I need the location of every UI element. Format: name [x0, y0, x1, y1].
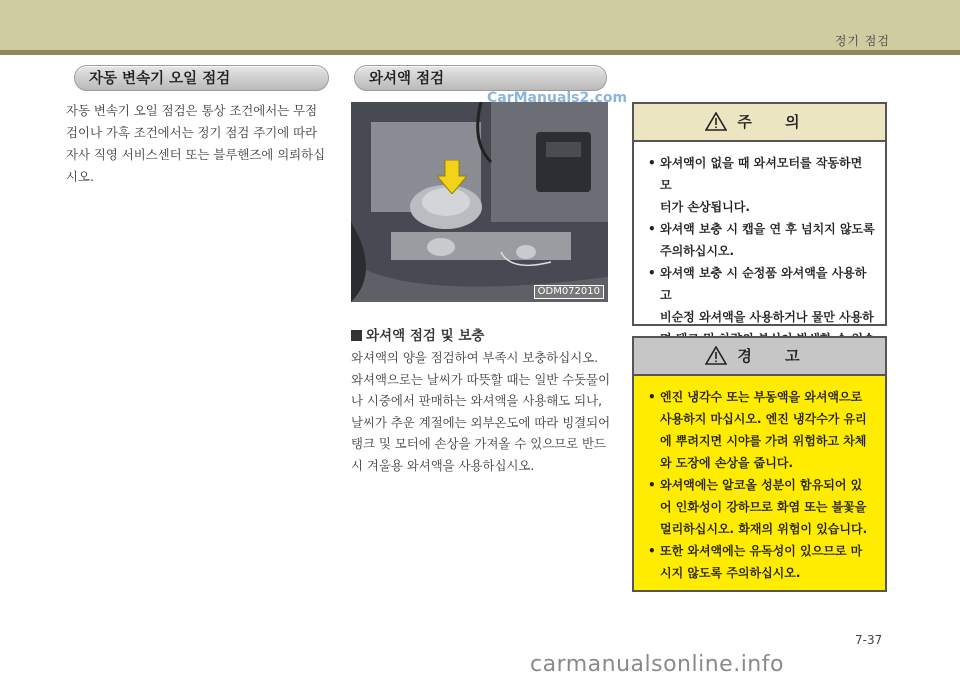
subsection-title-text: 와셔액 점검 및 보충 — [366, 328, 485, 344]
text-line: 와셔액의 양을 점검하여 부족시 보충하십시오. — [351, 350, 599, 365]
warning-title: 경 고 — [737, 347, 814, 365]
watermark: CarManuals2.com — [487, 90, 628, 106]
transmission-oil-text — [66, 100, 336, 188]
item-line: • 와셔액 보충 시 캡을 연 후 넘치지 않도록 — [660, 222, 875, 236]
list-item — [648, 540, 877, 584]
washer-fluid-text — [351, 347, 613, 476]
item-line: 비순정 와셔액을 사용하거나 물만 사용하 — [660, 310, 874, 324]
text-line: 와셔액으로는 날씨가 따뜻할 때는 일반 수돗물이 — [351, 371, 611, 387]
warning-header — [634, 338, 885, 376]
list-item — [648, 474, 877, 540]
list-item — [648, 386, 877, 474]
text-line: 자사 직영 서비스센터 또는 블루핸즈에 의뢰하십 — [66, 147, 326, 162]
item-line: 시지 않도록 주의하십시오. — [660, 566, 801, 580]
text-line: 시 겨울용 와셔액을 사용하십시오. — [351, 457, 535, 473]
subsection-title — [351, 324, 484, 344]
text-line: 나 시중에서 판매하는 와셔액을 사용해도 되나, — [351, 393, 603, 408]
list-item — [648, 218, 877, 262]
warning-box — [632, 336, 887, 592]
item-line: • 와셔액 보충 시 순정품 와셔액을 사용하고 — [660, 266, 867, 302]
item-line: 사용하지 마십시오. 엔진 냉각수가 유리 — [660, 412, 867, 426]
section-title-washer-fluid: 와셔액 점검 — [354, 65, 607, 91]
engine-bay-illustration — [351, 102, 608, 302]
caution-box — [632, 102, 887, 326]
item-line: • 엔진 냉각수 또는 부동액을 와셔액으로 — [660, 390, 863, 404]
text-line: 날씨가 추운 계절에는 외부온도에 따라 빙결되어 — [351, 414, 611, 430]
item-line: 주의하십시오. — [660, 244, 735, 258]
footer-url[interactable]: carmanualsonline.info — [530, 652, 784, 677]
item-line: 와 도장에 손상을 줍니다. — [660, 456, 794, 470]
header-band — [0, 0, 960, 50]
arrow-down-icon — [437, 160, 467, 194]
engine-bay-photo — [351, 102, 608, 302]
warning-list — [634, 376, 885, 584]
item-line: • 또한 와셔액에는 유독성이 있으므로 마 — [660, 544, 863, 558]
warning-triangle-icon — [705, 346, 727, 365]
text-line: 탱크 및 모터에 손상을 가져올 수 있으므로 반드 — [351, 436, 606, 451]
caution-header — [634, 104, 885, 142]
item-line: 멀리하십시오. 화재의 위험이 있습니다. — [660, 522, 868, 536]
item-line: 에 뿌려지면 시야를 가려 위험하고 차체 — [660, 434, 867, 448]
chapter-title: 정기 점검 — [834, 34, 890, 48]
item-line: • 와셔액이 없을 때 와셔모터를 작동하면 모 — [660, 156, 863, 192]
photo-code: ODM072010 — [534, 285, 604, 299]
caution-title: 주 의 — [737, 113, 814, 131]
header-rule — [0, 50, 960, 55]
page-number: 7-37 — [855, 633, 883, 647]
text-line: 시오. — [66, 169, 94, 184]
square-bullet-icon — [351, 330, 362, 341]
section-title-transmission-oil: 자동 변속기 오일 점검 — [74, 65, 329, 91]
item-line: • 와셔액에는 알코올 성분이 함유되어 있 — [660, 478, 863, 492]
warning-triangle-icon — [705, 112, 727, 131]
item-line: 터가 손상됩니다. — [660, 200, 750, 214]
item-line: 어 인화성이 강하므로 화염 또는 불꽃을 — [660, 500, 867, 514]
text-line: 자동 변속기 오일 점검은 통상 조건에서는 무점 — [66, 103, 318, 118]
list-item — [648, 152, 877, 218]
text-line: 검이나 가혹 조건에서는 정기 점검 주기에 따라 — [66, 125, 318, 140]
